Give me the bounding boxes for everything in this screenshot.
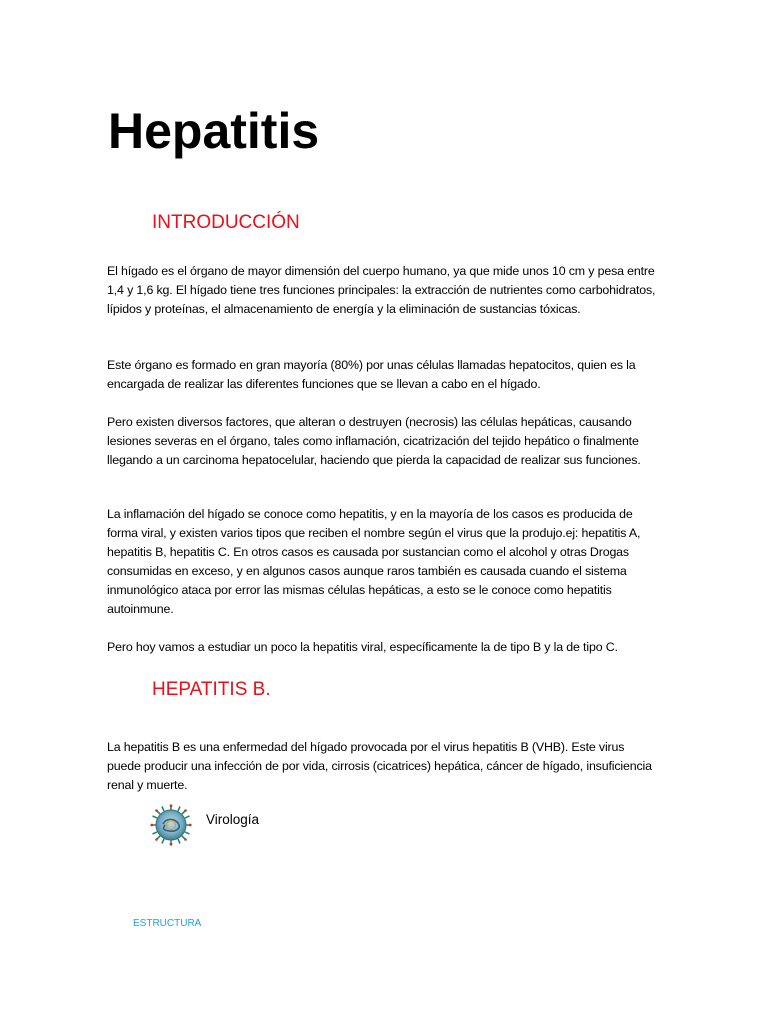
intro-paragraph-5: Pero hoy vamos a estudiar un poco la hepatitis viral, específicamente la de tipo B y la de tipo C. (107, 640, 618, 654)
figure-caption: Virología (206, 812, 260, 827)
virus-icon (150, 804, 192, 846)
intro-paragraph-1: El hígado es el órgano de mayor dimensión del cuerpo humano, ya que mide unos 10 cm y pesa entre 1,4 y 1,6 kg. El hígado tiene tres funciones principales: la extracción de nutrientes como carbohidratos, lípidos y proteínas, el almacenamiento de energía y la eliminación de sustancias tóxicas. (107, 264, 656, 316)
page-title: Hepatitis (108, 103, 320, 159)
intro-paragraph-3: Pero existen diversos factores, que alteran o destruyen (necrosis) las células hepáticas, causando lesiones severas en el órgano, tales como inflamación, cicatrización del tejido hepático o finalmente llegando a un carcinoma hepatocelular, haciendo que pierda la capacidad de realizar sus funciones. (107, 415, 641, 467)
estructura-link[interactable]: ESTRUCTURA (133, 918, 202, 929)
intro-paragraph-2: Este órgano es formado en gran mayoría (80%) por unas células llamadas hepatocitos, quien es la encargada de realizar las diferentes funciones que se llevan a cabo en el hígado. (107, 358, 636, 391)
section-heading-introduccion: INTRODUCCIÓN (152, 212, 300, 233)
intro-paragraph-4: La inflamación del hígado se conoce como hepatitis, y en la mayoría de los casos es producida de forma viral, y existen varios tipos que reciben el nombre según el virus que la produjo.ej: hepatitis A, hepatitis B, hepatitis C. En otros casos es causada por sustancian como el alcohol y otras Drogas consumidas en exceso, y en algunos casos aunque raros también es causada cuando el sistema inmunológico ataca por error las mismas células hepáticas, a esto se le conoce como hepatitis autoinmune. (107, 507, 641, 616)
section-heading-hepatitis-b: HEPATITIS B. (152, 679, 271, 700)
hepatitis-b-paragraph-1: La hepatitis B es una enfermedad del hígado provocada por el virus hepatitis B (VHB). Este virus puede producir una infección de por vida, cirrosis (cicatrices) hepática, cáncer de hígado, insuficiencia renal y muerte. (107, 740, 652, 792)
